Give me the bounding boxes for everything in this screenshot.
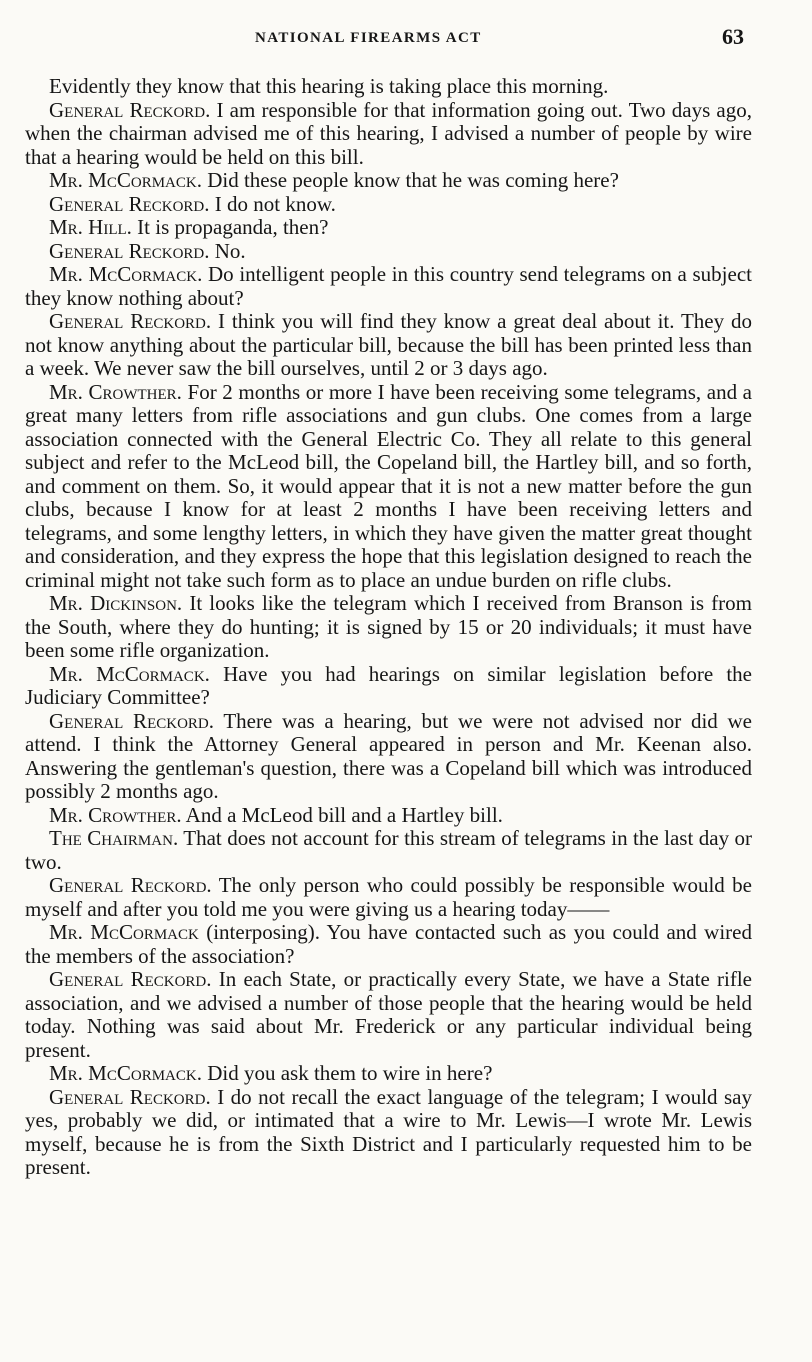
paragraph-text: I think you will find they know a great deal about it. They do not know anything about the particular bill, because the bill has been printed less than a week. We never saw the bill ourselves, until 2 or 3 days ago.	[25, 309, 753, 380]
speaker-name: Mr. Dickinson.	[49, 591, 183, 615]
transcript-paragraph	[25, 710, 752, 804]
speaker-name: Mr. McCormack.	[49, 1061, 202, 1085]
paragraph-text: Do intelligent people in this country send telegrams on a subject they know nothing about?	[25, 262, 752, 310]
transcript-paragraph	[25, 827, 752, 874]
paragraph-text: (interposing). You have contacted such as you could and wired the members of the association?	[25, 920, 752, 968]
transcript-paragraph	[25, 310, 752, 381]
page-header	[0, 22, 812, 52]
speaker-name: General Reckord.	[49, 309, 212, 333]
paragraph-text: It is propaganda, then?	[131, 215, 329, 239]
speaker-name: Mr. McCormack.	[49, 661, 210, 686]
transcript-paragraph	[25, 804, 752, 828]
paragraph-text: Have you had hearings on similar legislation before the Judiciary Committee?	[25, 661, 752, 709]
paragraph-text: The only person who could possibly be responsible would be myself and after you told me you were giving us a hearing today——	[25, 873, 753, 921]
paragraph-text: I am responsible for that information going out. Two days ago, when the chairman advised me of this hearing, I advised a number of people by wire that a hearing would be held on this bill.	[25, 97, 752, 169]
page-number: 63	[722, 24, 744, 49]
speaker-name: General Reckord.	[49, 708, 214, 733]
transcript-paragraph	[25, 99, 752, 170]
transcript-paragraph	[25, 1062, 752, 1086]
speaker-name: Mr. Hill.	[49, 215, 132, 239]
transcript-body	[25, 75, 752, 1180]
transcript-paragraph	[25, 874, 752, 921]
speaker-name: General Reckord.	[49, 97, 211, 122]
speaker-name: Mr. Crowther.	[49, 379, 182, 404]
paragraph-text: Did you ask them to wire in here?	[201, 1061, 493, 1085]
paragraph-text: I do not recall the exact language of the telegram; I would say yes, probably we did, or intimated that a wire to Mr. Lewis—I wrote Mr. Lewis myself, because he is from the Sixth District and I particularly requested him to be present.	[25, 1084, 753, 1179]
paragraph-text: I do not know.	[209, 191, 336, 216]
transcript-paragraph	[25, 968, 752, 1062]
transcript-paragraph	[25, 75, 752, 99]
paragraph-text: Did these people know that he was coming here?	[201, 168, 619, 192]
paragraph-text: In each State, or practically every State, we have a State rifle association, and we advised a number of those people that the hearing would be held today. Nothing was said about Mr. Frederick or any particular individual being present.	[25, 967, 753, 1062]
paragraph-text: No.	[209, 238, 246, 263]
paragraph-text: And a McLeod bill and a Hartley bill.	[181, 802, 503, 827]
speaker-name: General Reckord.	[49, 238, 210, 263]
speaker-name: Mr. McCormack.	[49, 262, 203, 286]
speaker-name: General Reckord.	[49, 1084, 211, 1109]
transcript-paragraph	[25, 216, 752, 240]
speaker-name: General Reckord.	[49, 967, 212, 991]
speaker-name: Mr. Crowther.	[49, 802, 182, 827]
paragraph-text: That does not account for this stream of telegrams in the last day or two.	[25, 826, 753, 874]
speaker-name: General Reckord.	[49, 191, 210, 216]
transcript-paragraph	[25, 592, 752, 663]
paragraph-text: It looks like the telegram which I received from Branson is from the South, where they do hunting; it is signed by 15 or 20 individuals; it must have been some rifle organization.	[25, 591, 752, 662]
transcript-paragraph	[25, 381, 752, 593]
paragraph-text: There was a hearing, but we were not advised nor did we attend. I think the Attorney General appeared in person and Mr. Keenan also. Answering the gentleman's question, there was a Copeland bill which was introduced possibly 2 months ago.	[25, 708, 752, 803]
transcript-paragraph	[25, 240, 752, 264]
speaker-name: Mr. McCormack	[49, 920, 199, 944]
transcript-paragraph	[25, 263, 752, 310]
transcript-paragraph	[25, 921, 752, 968]
transcript-paragraph	[25, 663, 752, 710]
transcript-paragraph	[25, 169, 752, 193]
running-head: NATIONAL FIREARMS ACT	[255, 30, 482, 46]
transcript-paragraph	[25, 1086, 752, 1180]
speaker-name: Mr. McCormack.	[49, 168, 202, 192]
paragraph-text: For 2 months or more I have been receiving some telegrams, and a great many letters from rifle associations and gun clubs. One comes from a large association connected with the General Electric Co. They all relate to this general subject and refer to the McLeod bill, the Copeland bill, the Hartley bill, and so forth, and comment on them. So, it would appear that it is not a new matter before the gun clubs, because I know for at least 2 months I have been receiving letters and telegrams, and some lengthy letters, in which they have given the matter great thought and consideration, and they express the hope that this legislation designed to reach the criminal might not take such form as to place an undue burden on rifle clubs.	[25, 379, 752, 592]
speaker-name: The Chairman.	[49, 826, 179, 850]
paragraph-text: Evidently they know that this hearing is taking place this morning.	[49, 74, 609, 98]
speaker-name: General Reckord.	[49, 873, 212, 897]
transcript-paragraph	[25, 193, 752, 217]
